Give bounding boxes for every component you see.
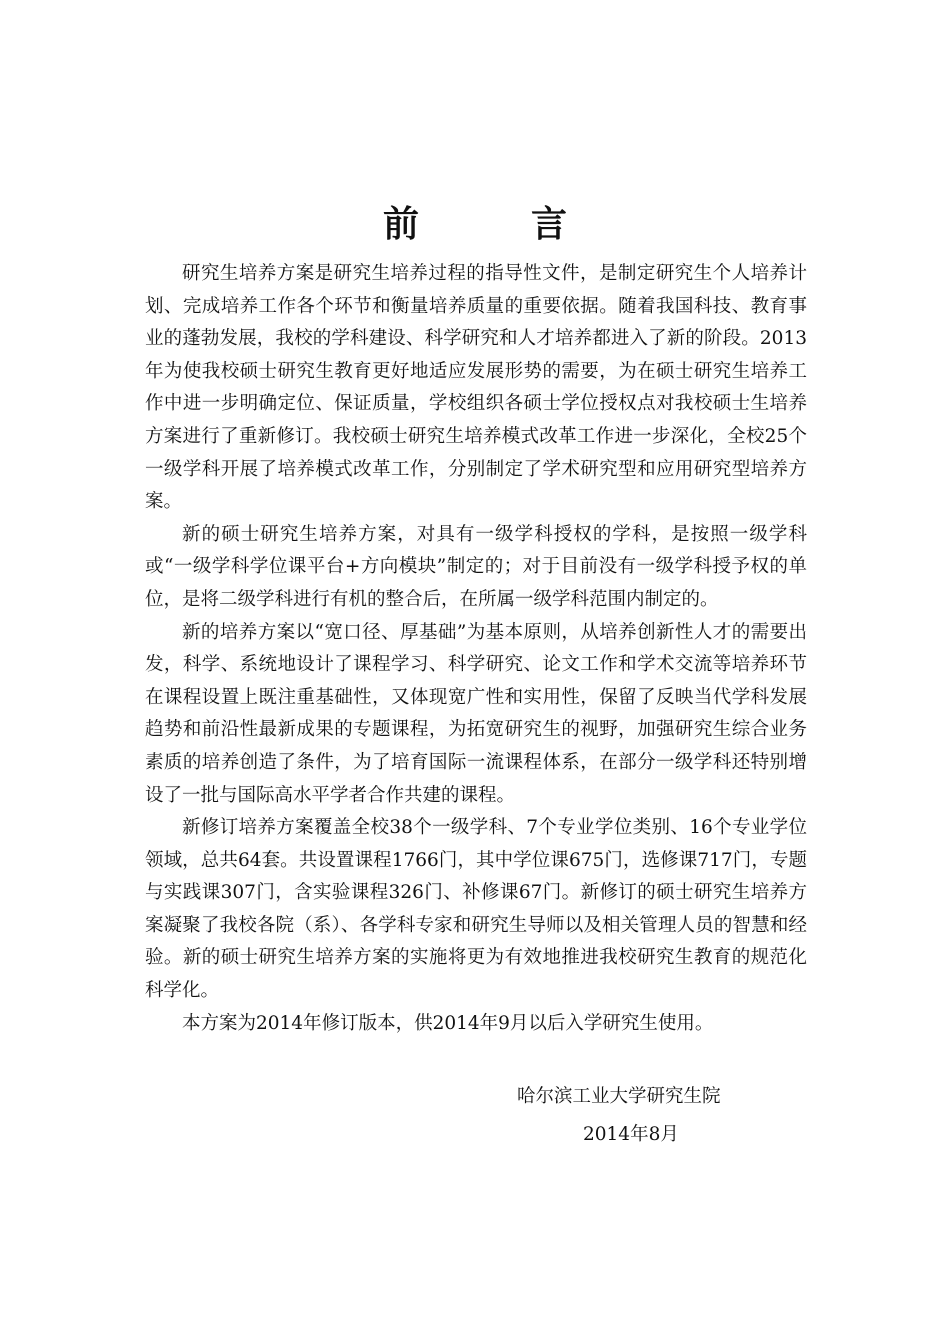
page-title: 前 言 bbox=[382, 203, 605, 245]
signature-organization: 哈尔滨工业大学研究生院 bbox=[517, 1086, 721, 1107]
signature-date: 2014年8月 bbox=[583, 1124, 679, 1145]
paragraph-2: 新的硕士研究生培养方案，对具有一级学科授权的学科，是按照一级学科或“一级学科学位课平台+方向模块”制定的；对于目前没有一级学科授予权的单位，是将二级学科进行有机的整合后，在所属一级学科范围内制定的。 bbox=[145, 523, 807, 610]
preface-body bbox=[145, 258, 807, 1040]
paragraph-1: 研究生培养方案是研究生培养过程的指导性文件，是制定研究生个人培养计划、完成培养工作各个环节和衡量培养质量的重要依据。随着我国科技、教育事业的蓬勃发展，我校的学科建设、科学研究和人才培养都进入了新的阶段。2013年为使我校硕士研究生教育更好地适应发展形势的需要，为在硕士研究生培养工作中进一步明确定位、保证质量，学校组织各硕士学位授权点对我校硕士生培养方案进行了重新修订。我校硕士研究生培养模式改革工作进一步深化，全校25个一级学科开展了培养模式改革工作，分别制定了学术研究型和应用研究型培养方案。 bbox=[145, 263, 807, 513]
paragraph-5: 本方案为2014年修订版本，供2014年9月以后入学研究生使用。 bbox=[182, 1012, 714, 1034]
paragraph-3: 新的培养方案以“宽口径、厚基础”为基本原则，从培养创新性人才的需要出发，科学、系统地设计了课程学习、科学研究、论文工作和学术交流等培养环节在课程设置上既注重基础性，又体现宽广性和实用性，保留了反映当代学科发展趋势和前沿性最新成果的专题课程，为拓宽研究生的视野，加强研究生综合业务素质的培养创造了条件，为了培育国际一流课程体系，在部分一级学科还特别增设了一批与国际高水平学者合作共建的课程。 bbox=[145, 621, 807, 806]
paragraph-4: 新修订培养方案覆盖全校38个一级学科、7个专业学位类别、16个专业学位领域，总共64套。共设置课程1766门，其中学位课675门，选修课717门，专题与实践课307门，含实验课程326门、补修课67门。新修订的硕士研究生培养方案凝聚了我校各院（系）、各学科专家和研究生导师以及相关管理人员的智慧和经验。新的硕士研究生培养方案的实施将更为有效地推进我校研究生教育的规范化科学化。 bbox=[145, 817, 807, 1002]
